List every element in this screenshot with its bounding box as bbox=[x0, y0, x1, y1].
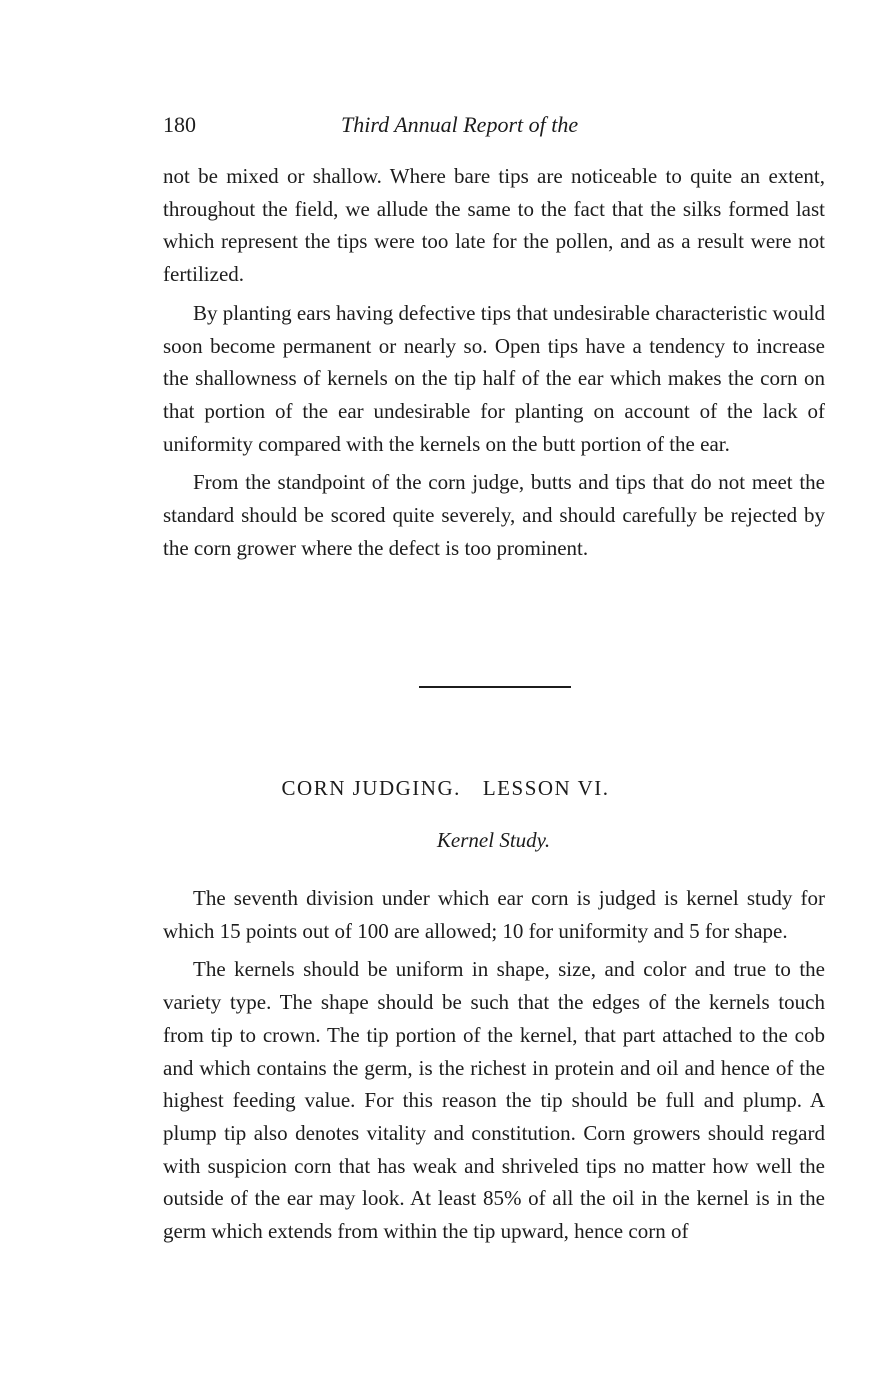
section-divider bbox=[419, 686, 571, 688]
continued-text bbox=[163, 160, 825, 570]
heading-lesson: LESSON VI. bbox=[482, 776, 610, 800]
paragraph: not be mixed or shallow. Where bare tips are noticeable to quite an extent, throughout the field, we allude the same to the fact that the silks formed last which represent the tips were too late for the pollen, and as a result were not fertilized. bbox=[163, 164, 825, 287]
heading-title: CORN JUDGING. bbox=[281, 776, 461, 800]
running-head bbox=[163, 112, 823, 144]
running-title: Third Annual Report of the bbox=[341, 112, 579, 137]
paragraph: The kernels should be uniform in shape, size, and color and true to the variety type. The shape should be such that the edges of the kernels touch from tip to crown. The tip portion of the kernel, that part attached to the cob and which contains the germ, is the richest in protein and oil and hence of the highest feeding value. For this reason the tip should be full and plump. A plump tip also denotes vitality and constitution. Corn growers should regard with suspicion corn that has weak and shriveled tips no matter how well the outside of the ear may look. At least 85% of all the oil in the kernel is in the germ which extends from within the tip upward, hence corn of bbox=[163, 957, 825, 1244]
section-text bbox=[163, 882, 825, 1254]
page-number: 180 bbox=[163, 112, 196, 137]
section-subtitle: Kernel Study. bbox=[436, 828, 551, 852]
section-heading bbox=[0, 776, 887, 801]
paragraph: The seventh division under which ear corn is judged is kernel study for which 15 points out of 100 are allowed; 10 for uniformity and 5 for shape. bbox=[163, 886, 825, 943]
paragraph: From the standpoint of the corn judge, butts and tips that do not meet the standard should be scored quite severely, and should carefully be rejected by the corn grower where the defect is too prominent. bbox=[163, 470, 825, 560]
paragraph: By planting ears having defective tips that undesirable characteristic would soon become permanent or nearly so. Open tips have a tendency to increase the shallowness of kernels on the tip half of the ear which makes the corn on that portion of the ear undesirable for planting on account of the lack of uniformity compared with the kernels on the butt portion of the ear. bbox=[163, 300, 825, 456]
